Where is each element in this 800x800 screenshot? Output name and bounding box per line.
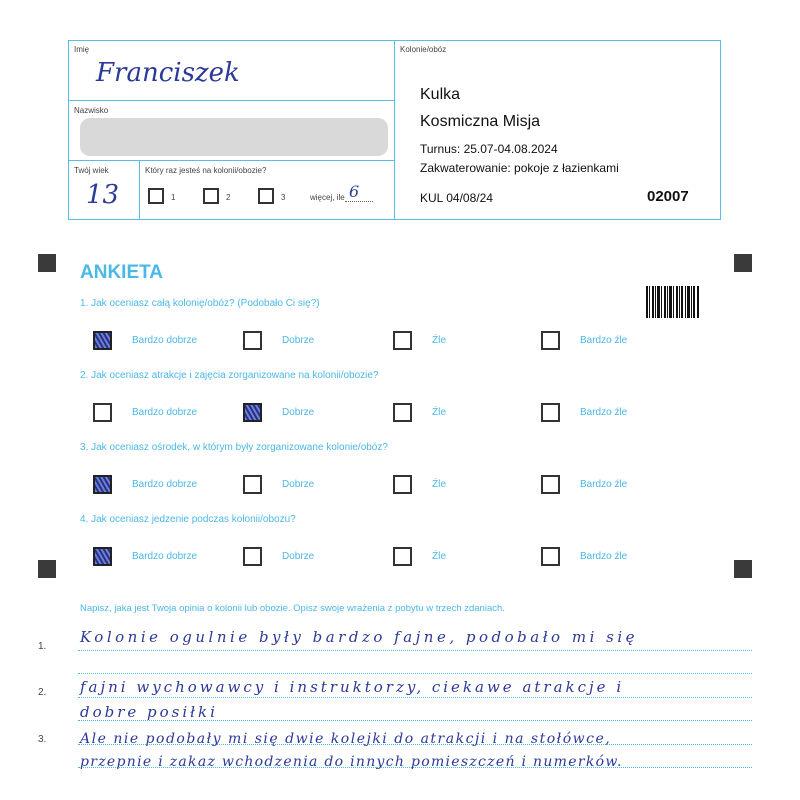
alignment-marker (38, 254, 56, 272)
more-label: więcej, ile (310, 193, 345, 202)
camp-label: Kolonie/obóz (400, 45, 447, 54)
barcode (646, 286, 700, 318)
more-dots (345, 201, 373, 202)
line-number-2: 2. (38, 687, 47, 698)
question-4-option-3-label: Źle (432, 551, 446, 562)
alignment-marker (734, 254, 752, 272)
name-label: Imię (74, 45, 90, 54)
camp-code: KUL 04/08/24 (420, 191, 493, 205)
question-3-option-4-label: Bardzo źle (580, 479, 628, 490)
age-label: Twój wiek (74, 166, 109, 175)
question-3-option-4-checkbox[interactable] (541, 475, 560, 494)
question-3-option-2-checkbox[interactable] (243, 475, 262, 494)
question-2-option-1-checkbox[interactable] (93, 403, 112, 422)
question-3-option-1-checkbox[interactable] (93, 475, 112, 494)
question-1-option-2-label: Dobrze (282, 335, 315, 346)
redacted-surname (80, 118, 388, 156)
name-value[interactable]: Franciszek (96, 58, 240, 88)
opinion-line-3[interactable]: dobre posiłki (80, 703, 218, 721)
question-4-option-2-label: Dobrze (282, 551, 315, 562)
question-2-option-1-label: Bardzo dobrze (132, 407, 198, 418)
question-2-option-4-label: Bardzo źle (580, 407, 628, 418)
line-number-3: 3. (38, 734, 47, 745)
visit-option-2: 2 (226, 193, 231, 202)
question-1-option-2-checkbox[interactable] (243, 331, 262, 350)
question-1-option-3-checkbox[interactable] (393, 331, 412, 350)
question-2-option-3-label: Źle (432, 407, 446, 418)
question-2-option-4-checkbox[interactable] (541, 403, 560, 422)
question-3-option-2-label: Dobrze (282, 479, 315, 490)
question-4-option-4-label: Bardzo źle (580, 551, 628, 562)
answer-line (78, 650, 752, 651)
alignment-marker (38, 560, 56, 578)
visit-option-1: 1 (171, 193, 176, 202)
answer-line (78, 673, 752, 674)
visit-option-3: 3 (281, 193, 286, 202)
question-1-option-3-label: Źle (432, 335, 446, 346)
question-4-option-1-checkbox[interactable] (93, 547, 112, 566)
opinion-prompt: Napisz, jaka jest Twoja opinia o kolonii lub obozie. Opisz swoje wrażenia z pobytu w trzech zdaniach. (80, 603, 505, 614)
divider (394, 40, 395, 220)
camp-name-1: Kulka (420, 86, 461, 103)
opinion-line-4[interactable]: Ale nie podobały mi się dwie kolejki do atrakcji i na stołówce, (80, 731, 612, 747)
question-3-option-1-label: Bardzo dobrze (132, 479, 198, 490)
visit-checkbox-3[interactable] (258, 188, 274, 204)
question-2-text: 2. Jak oceniasz atrakcje i zajęcia zorganizowane na kolonii/obozie? (80, 370, 379, 381)
form-number: 02007 (647, 188, 689, 205)
divider (68, 160, 395, 161)
question-4-option-2-checkbox[interactable] (243, 547, 262, 566)
line-number-1: 1. (38, 641, 47, 652)
question-1-option-4-label: Bardzo źle (580, 335, 628, 346)
opinion-line-5[interactable]: przepnie i zakaz wchodzenia do innych pomieszczeń i numerków. (80, 754, 623, 770)
answer-line (78, 697, 752, 698)
question-3-option-3-checkbox[interactable] (393, 475, 412, 494)
question-4-text: 4. Jak oceniasz jedzenie podczas kolonii/obozu? (80, 514, 296, 525)
visit-checkbox-1[interactable] (148, 188, 164, 204)
alignment-marker (734, 560, 752, 578)
survey-title: ANKIETA (80, 262, 164, 283)
question-2-option-2-label: Dobrze (282, 407, 315, 418)
accommodation: Zakwaterowanie: pokoje z łazienkami (420, 161, 619, 175)
surname-label: Nazwisko (74, 106, 109, 115)
question-3-option-3-label: Źle (432, 479, 446, 490)
question-1-text: 1. Jak oceniasz całą kolonię/obóz? (Podobało Ci się?) (80, 298, 320, 309)
more-value[interactable]: 6 (349, 182, 360, 201)
question-2-option-2-checkbox[interactable] (243, 403, 262, 422)
divider (68, 100, 395, 101)
question-4-option-4-checkbox[interactable] (541, 547, 560, 566)
divider (139, 160, 140, 220)
question-4-option-1-label: Bardzo dobrze (132, 551, 198, 562)
turnus: Turnus: 25.07-04.08.2024 (420, 142, 558, 156)
opinion-line-1[interactable]: Kolonie ogulnie były bardzo fajne, podobało mi się (80, 628, 639, 646)
question-2-option-3-checkbox[interactable] (393, 403, 412, 422)
visit-checkbox-2[interactable] (203, 188, 219, 204)
question-1-option-4-checkbox[interactable] (541, 331, 560, 350)
age-value[interactable]: 13 (86, 180, 120, 210)
opinion-line-2[interactable]: fajni wychowawcy i instruktorzy, ciekawe atrakcje i (80, 678, 625, 696)
camp-name-2: Kosmiczna Misja (420, 113, 541, 130)
question-3-text: 3. Jak oceniasz ośrodek, w którym były zorganizowane kolonie/obóz? (80, 442, 388, 453)
question-4-option-3-checkbox[interactable] (393, 547, 412, 566)
question-1-option-1-label: Bardzo dobrze (132, 335, 198, 346)
visit-label: Który raz jesteś na kolonii/obozie? (145, 166, 267, 175)
question-1-option-1-checkbox[interactable] (93, 331, 112, 350)
